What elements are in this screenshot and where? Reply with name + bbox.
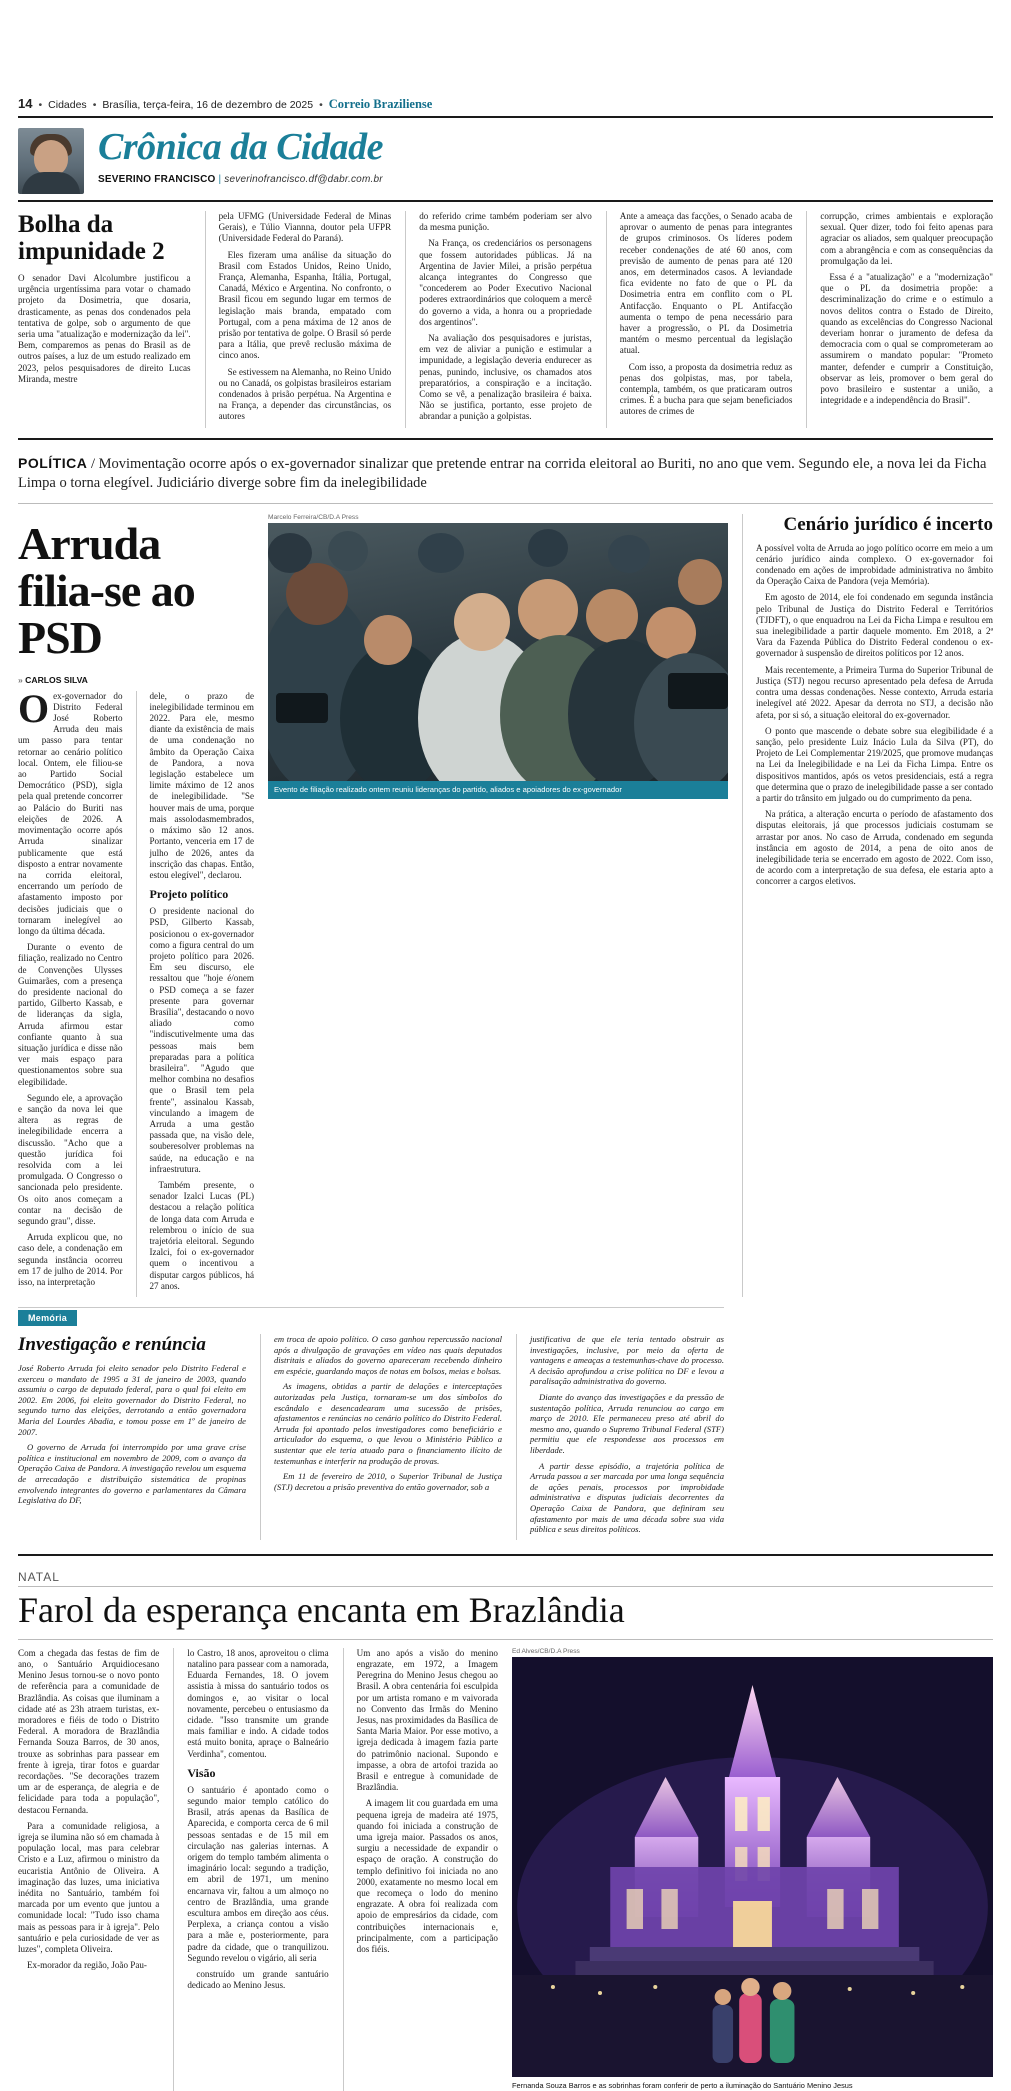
cronica-text-1: O senador Davi Alcolumbre justificou a urgência urgentíssima para votar o chamado projeto da Dosimetria, que dosaria, drasticamente, as penas dos condenados pela tentativa de golpe, sob o argumento de que seria uma "atualização e modernização da lei". Bem, comparemos as penas do Brasil as de outros países, a luz de um estudo realizado em 2023, pelos pesquisadores de direito Lucas Miranda, mestre	[18, 273, 191, 384]
arruda-text-col-2: dele, o prazo de inelegibilidade terminou em 2022. Para ele, mesmo diante da existência de mais de uma condenação no âmbito da Operação Caixa de Pandora, a nova legislação estabelece um limite máximo de 12 anos de inelegibilidade. "Se houver mais de uma, porque mais assolodasmembrados, o máximo são 12 anos. Portanto, venceria em 17 de julho de 2026, antes da inscrição das chapas. Então, estou elegível", declarou. Projeto político O presidente nacional do PSD, Gilberto Kassab, posicionou o ex-governador como a figura central do um projeto político para 2026. Em seu discurso, ele ressaltou que "hoje é/onem o PSD começa a se fazer presente para governar Brasília", destacando o novo aliado como "indiscutivelmente uma das pessoas mais bem preparadas para a política brasileira". "Agudo que melhor combina no desafios que o Brasil tem pela frente", assinalou Kassab, vinculando a imagem de Arruda a uma gestão passada que, na visão dele, souberesolver problemas na saúde, na educação e na infraestrutura. Também presente, o senador Izalci Lucas (PL) destacou a relação política de longa data com Arruda e relembrou o início de sua trajetória eleitoral. Segundo Izalci, foi o ex-governador quem o incentivou a disputar cargos públicos, há 27 anos.	[136, 691, 255, 1297]
arruda-block	[18, 514, 993, 1297]
politica-tag: POLÍTICA	[18, 454, 88, 471]
cronica-col-1	[18, 211, 191, 428]
column-byline: SEVERINO FRANCISCO | severinofrancisco.df@dabr.com.br	[98, 174, 383, 185]
section-name: Cidades	[48, 99, 87, 111]
cenario-text: A possível volta de Arruda ao jogo político ocorre em meio a um cenário jurídico ainda complexo. O ex-governador foi condenado em ações de improbidade administrativa no âmbito da Operação Caixa de Pandora (veja Memória). Em agosto de 2014, ele foi condenado em segunda instância pelo Tribunal de Justiça do Distrito Federal e Territórios (TJDFT), o que enquadrou na Lei da Ficha Limpa e resultou em sua inelegibilidade a partir daquele momento. Em 2018, a 2ª Vara da Fazenda Pública do Distrito Federal condenou o ex-governador à suspensão de direitos políticos por 12 anos. Mais recentemente, a Primeira Turma do Superior Tribunal de Justiça (STJ) negou recurso apresentado pela defesa de Arruda contra uma dessas condenações. Nesse contexto, Arruda estaria inelegível até 2022. Apesar da derrota no STJ, a decisão não afeta, por si só, a situação eleitoral do ex-governador. O ponto que mascende o debate sobre sua elegibilidade é a sanção, pelo presidente Luiz Inácio Lula da Silva (PT), do Projeto de Lei Complementar 219/2025, que promove mudanças na Lei da Inelegibilidade e na Lei da Ficha Limpa. Entre os dispositivos mantidos, após os vetos presidenciais, está a regra que determina que o prazo de inelegibilidade passe a ser contado a partir do trânsito em julgado ou do cumprimento da pena. Na prática, a alteração encurta o período de afastamento dos disputas eleitorais, já que processos judiciais costumam se arrastar por anos. No caso de Arruda, condenado em segunda instância em agosto de 2014, a pena de oito anos de inelegibilidade teria se encerrado em agosto de 2022. Com isso, de acordo com a interpretação de sua defesa, ele estaria apto a concorrer a cargos eletivos.	[756, 542, 993, 887]
politica-lede: Movimentação ocorre após o ex-governador sinalizar que pretende entrar na corrida eleitoral ao Buriti, no ano que vem. Segundo ele, a nova lei da Ficha Limpa o torna elegível. Judiciário diverge sobre fim da inelegibilidade	[18, 455, 987, 491]
cronica-col-3	[405, 211, 592, 428]
natal-col-3: Um ano após a visão do menino engrazate, em 1972, a Imagem Peregrina do Menino Jesus chegou ao Brasil. A obra centenária foi esculpida por um artista romano e m vaivorada no Convento das Irmãs do Menino Jesus, nas proximidades da Basílica de Santa Maria Maior. Por esse motivo, a igreja dedicada à imagem fazia parte do patrimônio nacional. Supondo e impasse, a obra de artofoi trazida ao Brasil e entregue à comunidade de Brazlândia. A imagem lit cou guardada em uma pequena igreja de madeira até 1975, quando foi iniciada a construção de uma igreja maior. Passados os anos, surgiu a necessidade de expandir o espaço de oração. A construção do templo definitivo foi iniciada no ano 2000, exatamente no mesmo local em que recomeça o lodo do menino engrazate. A obra foi realizada com apoio de empresários da cidade, com contribuições internacionais e, principalmente, com a participação dos fiéis.	[343, 1648, 498, 2091]
politica-kicker	[18, 454, 993, 493]
arruda-text-col-1: Oex-governador do Distrito Federal José Roberto Arruda deu mais um passo para tentar retornar ao cenário político local. Ontem, ele filiou-se ao Partido Social Democrático (PSD), sigla pela qual pretende concorrer ao Palácio do Buriti nas eleições de 2026. A movimentação ocorre após Arruda sinalizar publicamente que está disposto a entrar novamente na corrida eleitoral, encerrando um período de afastamento imposto por decisões judiciais que o tornaram inelegível ao longo da última década. Durante o evento de filiação, realizado no Centro de Convenções Ulysses Guimarães, com a presença do presidente nacional do partido, Gilberto Kassab, e de lideranças da sigla, Arruda afirmou estar confiante quanto à sua situação jurídica e disse não ver mais espaço para questionamentos sobre sua elegibilidade. Segundo ele, a aprovação e sanção da nova lei que altera as regras de inelegibilidade encerra a discussão. "Acho que a questão jurídica foi resolvida com a lei promulgada. O Congresso o sancionada pelo presidente. Os oito anos começam a contar na decisão de segundo grau", disse. Arruda explicou que, no caso dele, a condenação em segunda instância ocorreu em 17 de julho de 2014. Por isso, na interpretação	[18, 685, 123, 1288]
masthead-bullet-2: •	[92, 99, 97, 111]
arruda-photo-credit: Marcelo Ferreira/CB/D.A Press	[268, 513, 359, 521]
memoria-col-2: em troca de apoio político. O caso ganhou repercussão nacional após a divulgação de gravações em vídeo nas quais deputados distritais e aliados do governo apareceram recebendo dinheiro em espécie, guardando maços de notas em bolsos, meias e bolsas. As imagens, obtidas a partir de delações e interceptações autorizadas pela Justiça, tornaram-se um dos símbolos do escândalo e desencadearam uma sucessão de prisões, afastamentos e renúncias no cenário político do Distrito Federal. Arruda foi apontado pelos investigadores como beneficiário e articulador do esquema, o que levou o Ministério Público a sustentar que ele teria atuado para o financiamento ilícito de testemunhas e interferir na produção de provas. Em 11 de fevereiro de 2010, o Superior Tribunal de Justiça (STJ) decretou a prisão preventiva do então governador, sob a	[260, 1334, 502, 1540]
page-number: 14	[18, 96, 33, 111]
crowd-figures	[268, 523, 728, 781]
memoria-box	[18, 1307, 724, 1540]
cronica-col-5	[806, 211, 993, 428]
natal-col-2: lo Castro, 18 anos, aproveitou o clima natalino para passear com a namorada, Eduarda Fernandes, 18. O jovem assistia à missa do santuário todos os domingos e, ao visitar o local novamente, percebeu o entusiasmo da cidade. "Isso transmite um grande mais familiar e indo. A cidade todos está muito bonita, apraçe o Balneário Verdinha", comentou. Visão O santuário é apontado como o segundo maior templo católico do Brasil, atrás apenas da Basílica de Aparecida, e comporta cerca de 6 mil pessoas sentadas e de 15 mil em circulação nas galerias internas. A origem do templo também alimenta o imaginário local: segundo a tradição, em abril de 1971, um menino encarnava vir, faltou a um almoço no centro de Brazlândia, uma grande escultura ambos em direção aos céus. Perplexa, a criança contou a visão para a mãe e, posteriormente, para padre da cidade, que o tranquilizou. Segundo revelou o vigário, ali seria construído um grande santuário dedicado ao Menino Jesus.	[173, 1648, 328, 2091]
cronica-body	[18, 211, 993, 428]
arruda-right-column	[742, 514, 993, 1297]
arruda-left-column	[18, 514, 254, 1297]
memoria-title: Investigação e renúncia	[18, 1334, 206, 1356]
cronica-col-4	[606, 211, 793, 428]
column-title: Crônica da Cidade	[98, 126, 383, 168]
cronica-headline: Bolha da impunidade 2	[18, 211, 165, 265]
dateline: Brasília, terça-feira, 16 de dezembro de 2025	[102, 99, 314, 111]
natal-col-1: Com a chegada das festas de fim de ano, o Santuário Arquidiocesano Menino Jesus tornou-se o novo ponto de referência para a comunidade de Brazlândia. As coisas que iluminam a cidade até as 23h atraem turistas, ex-moradores e fiéis de todo o Distrito Federal. A moradora de Brazlândia Fernanda Souza Barros, de 30 anos, trouxe as sobrinhas para passear em frente à igreja, tirar fotos e guardar recordações. "Se decorações trazem um ar de esperança, de alegria e de felicidade para toda a população", destacou Fernanda. Para a comunidade religiosa, a igreja se ilumina não só em chamada à população local, mas para celebrar Cristo e a Luz, afirmou o ministro da eucaristia Antônio de Oliveira. A imaginação das luzes, uma iniciativa inédita no Santuário, também foi marcada por um evento que juntou a comunidade local: "Tudo isso chama mais as pessoas para ir à igreja". Pelo santuário e pela curiosidade de ver as luzes", completa Oliveira. Ex-morador da região, João Pau-	[18, 1647, 160, 1971]
natal-rule-mid	[18, 1586, 993, 1587]
natal-block	[18, 1648, 993, 2091]
masthead-bullet: •	[38, 99, 43, 111]
newspaper-name: Correio Braziliense	[328, 97, 433, 111]
page-content	[18, 96, 993, 2091]
natal-photo-caption: Fernanda Souza Barros e as sobrinhas foram conferir de perto a iluminação do Santuário Menino Jesus	[512, 2080, 853, 2090]
author-name: SEVERINO FRANCISCO	[98, 174, 216, 185]
arruda-byline: » CARLOS SILVA	[18, 674, 88, 685]
author-portrait	[18, 128, 84, 194]
cronica-text-4: Ante a ameaça das facções, o Senado acaba de aprovar o aumento de penas para integrantes de grupos criminosos. Os líderes podem receber condenações de até 60 anos, com previsão de aumento de penas para até 120 anos, em determinados casos. A leviandade fica evidente no fato de que o PL da Dosimetria entra em conflito com o PL Antifacção. Enquanto o PL Antifacção aumenta o tempo de pena necessário para haver a progressão, o PL da Dosimetria mantém o mesmo percentual da legislação atual. Com isso, a proposta da dosimetria reduz as penas dos golpistas, mas, por tabela, contempla, também, os que praticaram outros crimes. É a bucha para que sejam beneficiados autores de crimes de	[619, 211, 793, 417]
arruda-photo-caption: Evento de filiação realizado ontem reuniu lideranças do partido, aliados e apoiadores do ex-governador	[268, 781, 728, 799]
column-rule	[18, 200, 993, 202]
arruda-photo-column	[268, 514, 728, 1297]
memoria-col-3: justificativa de que ele teria tentado obstruir as investigações, inclusive, por meio da oferta de vantagens e ameaças a testemunhas-chave do processo. A decisão aprofundou a crise política no DF e levou a paralisação administrativa do governo. Diante do avanço das investigações e da pressão de sustentação política, Arruda renunciou ao cargo em março de 2010. Ele permaneceu preso até abril do mesmo ano, quando o Supremo Tribunal Federal (STF) permitiu que ele respondesse aos processos em liberdade. A partir desse episódio, a trajetória política de Arruda passou a ser marcada por uma longa sequência de ações penais, processos por improbidade administrativa e disputas judiciais decorrentes da Operação Caixa de Pandora, que definiram seu afastamento por mais de uma década sobre sua vida pública e seus direitos políticos.	[516, 1334, 724, 1540]
natal-headline: Farol da esperança encanta em Brazlândia	[18, 1589, 625, 1630]
politica-slash: /	[90, 455, 95, 472]
cenario-headline: Cenário jurídico é incerto	[783, 513, 993, 535]
cronica-text-2: pela UFMG (Universidade Federal de Minas Gerais), e Túlio Viannna, doutor pela UFPR (Universidade Federal do Paraná). Eles fizeram uma análise da situação do Brasil com Estados Unidos, Reino Unido, França, Alemanha, Espanha, Itália, Portugal, Canadá, México e Argentina. No confronto, o Brasil ficou em segundo lugar em termos de legislação mais branda, empatado com Portugal, com a pena máxima de 12 anos de prisão por tentativa de golpe. O Brasil só perde para a Itália, que prevê reclusão máxima de cinco anos. Se estivessem na Alemanha, no Reino Unido ou no Canadá, os golpistas brasileiros estariam condenados à prisão perpétua. Na Argentina e na França, a depender das circunstâncias, os autores	[218, 211, 392, 422]
arruda-headline: Arruda filia-se ao PSD	[18, 517, 195, 663]
politica-kicker-block	[18, 454, 993, 493]
memoria-tab: Memória	[18, 1310, 77, 1326]
visao-subhead: Visão	[187, 1765, 216, 1780]
natal-photo	[512, 1657, 993, 2077]
author-email: severinofrancisco.df@dabr.com.br	[224, 174, 383, 185]
memoria-body	[18, 1334, 724, 1540]
projeto-politico-subhead: Projeto político	[149, 887, 229, 902]
arruda-photo	[268, 523, 728, 781]
natal-photo-credit: Ed Alves/CB/D.A Press	[512, 1647, 580, 1655]
natal-rule-bottom	[18, 1639, 993, 1640]
memoria-col-1: Investigação e renúncia José Roberto Arruda foi eleito senador pelo Distrito Federal e exerceu o mandato de 1995 a 31 de janeiro de 2003, quando assumiu o cargo de deputado federal, para o qual foi eleito em 2002. Em 2006, foi eleito governador do Distrito Federal, no segundo turno das eleições, derrotando a então governadora Maria del Lourdes Abadia, e tomou posse em 1º de janeiro de 2007. O governo de Arruda foi interrompido por uma grave crise política e institucional em novembro de 2009, com o avanço da Operação Caixa de Pandora. A investigação revelou um esquema de arrecadação e distribuição sistemática de propinas envolvendo integrantes do governo e parlamentares da Câmara Legislativa do DF,	[18, 1334, 246, 1506]
byline-marker: »	[18, 674, 26, 685]
cronica-text-5: corrupção, crimes ambientais e exploração sexual. Quer dizer, todo foi feito apenas para agraciar os aliados, sem qualquer preocupação com a abrangência e com as consequências da promulgação da lei. Essa é a "atualização" e a "modernização" que o PL da dosimetria propõe: a descriminalização do crime e o estímulo a novos delitos contra o Estado de Direito, quando as excelências do Congresso Nacional deveriam honrar o juramento de defesa da democracia com o qual se comprometeram ao assumirem o mandato popular: "Prometo manter, defender e cumprir a Constituição, observar as leis, promover o bem geral do povo brasileiro e sustentar a união, a integridade e a independência do Brasil".	[820, 211, 993, 406]
natal-text-columns	[18, 1648, 498, 2091]
masthead	[18, 96, 993, 116]
natal-rule-top	[18, 1554, 993, 1556]
natal-photo-column	[512, 1648, 993, 2091]
natal-kicker: NATAL	[18, 1569, 60, 1584]
cronica-text-3: do referido crime também poderiam ser alvo da mesma punição. Na França, os credenciários os personagens que fossem autoridades públicas. Já na Argentina de Javier Milei, a prisão perpétua alcança integrantes do Congresso que "concederem ao Poder Executivo Nacional poderes extraordinários que coloquem a mercê do governo a vida, a honra ou a propriedade dos argentinos". Na avaliação dos pesquisadores e juristas, em vez de aliviar a punição e estimular a impunidade, a legislação deveria endurecer as penas, punindo, inclusive, os chamados atos preparatórios, a conspiração e a incitação. Como se vê, a penalização brasileira é baixa. Não se justifica, portanto, esse projeto de abrandar a punição a golpistas.	[419, 211, 592, 422]
politica-rule-bottom	[18, 503, 993, 504]
column-header	[18, 118, 993, 200]
cronica-col-2	[205, 211, 392, 428]
politica-rule-top	[18, 438, 993, 440]
masthead-bullet-3: •	[319, 99, 323, 111]
